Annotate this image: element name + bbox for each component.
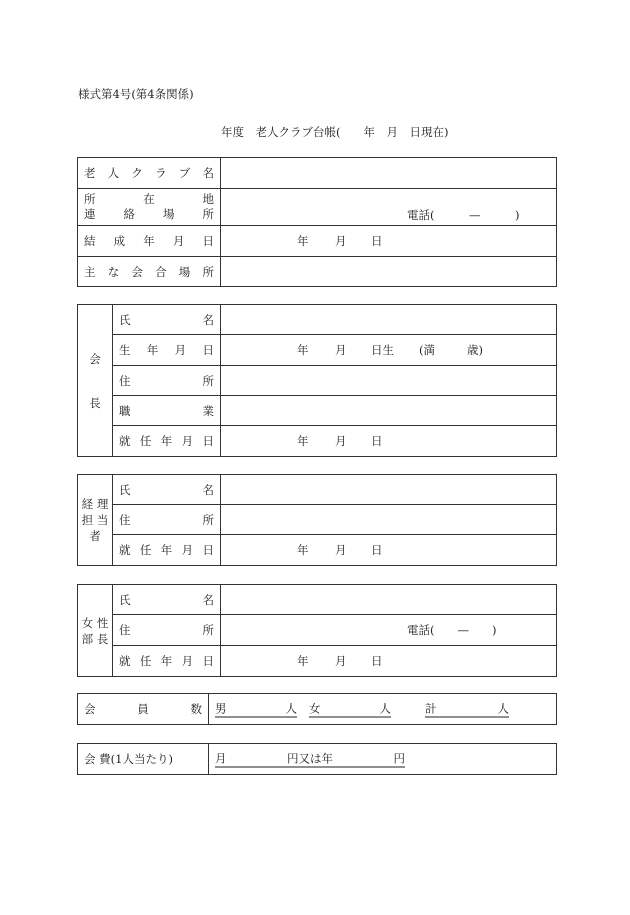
label-char: 員 xyxy=(137,702,149,716)
label-char: 成 xyxy=(113,234,126,248)
members-female: 女 人 xyxy=(309,701,391,716)
label-char: 業 xyxy=(202,403,214,418)
pres-appointed-month: 月 xyxy=(335,434,347,448)
age-close: 歳) xyxy=(467,343,483,357)
president-name-field[interactable] xyxy=(221,305,557,335)
president-table xyxy=(77,304,557,457)
label-char: 場 xyxy=(163,207,175,221)
group-label-char: 長 xyxy=(89,395,101,410)
label-char: 所 xyxy=(202,623,214,637)
pres-appointed-year: 年 xyxy=(297,434,309,448)
label-char: ブ xyxy=(178,166,191,180)
treas-appointed-day: 日 xyxy=(371,543,383,557)
label-char: 住 xyxy=(119,623,131,637)
fee-amount: 月 円又は年 円 xyxy=(215,751,405,766)
label-char: 月 xyxy=(181,654,194,668)
fee-table xyxy=(77,743,557,775)
founded-year: 年 xyxy=(297,234,309,248)
women-appointed-month: 月 xyxy=(335,654,347,668)
label-char: 合 xyxy=(155,264,167,279)
pres-appointed-day: 日 xyxy=(371,434,383,448)
label-char: 日 xyxy=(202,434,214,448)
founded-day: 日 xyxy=(371,234,383,248)
president-group-label xyxy=(78,305,113,457)
label-char: 所 xyxy=(84,192,96,206)
president-address-field[interactable] xyxy=(221,366,557,396)
group-label-line: 部 長 xyxy=(81,631,109,646)
label-char: 所 xyxy=(202,373,214,388)
label-char: 氏 xyxy=(119,312,131,327)
women-table xyxy=(77,584,557,677)
label-char: 名 xyxy=(202,482,214,497)
birth-month: 月 xyxy=(335,343,347,357)
label-char: 月 xyxy=(172,234,185,248)
label-char: 任 xyxy=(139,654,152,668)
treas-appointed-month: 月 xyxy=(335,543,347,557)
label-char: 人 xyxy=(107,166,120,180)
president-appointed-label xyxy=(113,426,221,457)
women-appointed-day: 日 xyxy=(371,654,383,668)
members-table xyxy=(77,693,557,725)
women-name-field[interactable] xyxy=(221,585,557,615)
treasurer-group-label xyxy=(78,475,113,566)
label-char: 老 xyxy=(84,166,96,180)
label-char: 日 xyxy=(202,234,214,248)
label-char: 絡 xyxy=(123,207,135,221)
treasurer-address-field[interactable] xyxy=(221,505,557,535)
treas-appointed-year: 年 xyxy=(297,543,309,557)
label-char: 在 xyxy=(143,192,155,206)
label-char: 所 xyxy=(202,512,214,527)
members-field[interactable] xyxy=(209,694,557,725)
birth-day: 日生 xyxy=(371,343,394,357)
label-char: 所 xyxy=(202,207,214,221)
label-char: 就 xyxy=(119,543,131,557)
president-address-label xyxy=(113,366,221,396)
label-char: 月 xyxy=(181,434,194,448)
label-char: 数 xyxy=(190,702,202,716)
label-char: 名 xyxy=(202,312,214,327)
label-char: 地 xyxy=(202,192,214,206)
women-appointed-year: 年 xyxy=(297,654,309,668)
women-name-label xyxy=(113,585,221,615)
label-char: 主 xyxy=(84,264,96,279)
label-char: ク xyxy=(131,166,143,180)
treasurer-name-field[interactable] xyxy=(221,475,557,505)
label-char: 連 xyxy=(84,207,96,221)
label-char: 月 xyxy=(174,343,187,357)
women-appointed-label xyxy=(113,646,221,677)
club-table xyxy=(77,157,557,287)
women-group-label xyxy=(78,585,113,677)
label-char: 日 xyxy=(202,343,214,357)
founded-label xyxy=(78,226,221,257)
label-char: 任 xyxy=(139,543,152,557)
label-char: 名 xyxy=(202,166,214,180)
president-name-label xyxy=(113,305,221,335)
founded-field[interactable] xyxy=(221,226,557,257)
label-char: 会 xyxy=(131,264,143,279)
label-char: 月 xyxy=(181,543,194,557)
president-appointed-field[interactable] xyxy=(221,426,557,457)
president-birth-label xyxy=(113,335,221,366)
president-birth-field[interactable] xyxy=(221,335,557,366)
label-char: ラ xyxy=(155,166,167,180)
label-char: 年 xyxy=(160,654,173,668)
label-char: 年 xyxy=(160,543,173,557)
label-char: 就 xyxy=(119,654,131,668)
women-address-field[interactable] xyxy=(221,615,557,646)
members-male: 男 人 xyxy=(215,701,297,716)
label-char: 所 xyxy=(202,264,214,279)
treasurer-appointed-label xyxy=(113,535,221,566)
label-char: 任 xyxy=(139,434,152,448)
club-name-field[interactable] xyxy=(221,158,557,189)
group-label-line: 者 xyxy=(89,529,101,543)
label-char: 氏 xyxy=(119,482,131,497)
group-label-line: 女 性 xyxy=(81,615,109,630)
label-char: 名 xyxy=(202,592,214,607)
fee-label: 会 費(1人当たり) xyxy=(78,744,209,775)
age-open: (満 xyxy=(419,343,435,357)
label-char: 会 xyxy=(84,702,96,716)
form-number: 様式第4号(第4条関係) xyxy=(78,87,194,101)
label-char: 職 xyxy=(119,403,131,418)
label-char: な xyxy=(107,264,120,279)
women-phone-text: 電話( — ) xyxy=(407,623,497,637)
women-appointed-field[interactable] xyxy=(221,646,557,677)
label-char: 年 xyxy=(160,434,173,448)
page-title: 年度 老人クラブ台帳( 年 月 日現在) xyxy=(221,125,449,139)
members-label xyxy=(78,694,209,725)
club-address-label xyxy=(78,189,221,226)
venue-label xyxy=(78,257,221,287)
label-char: 年 xyxy=(143,234,155,248)
group-label-char: 会 xyxy=(89,351,101,366)
label-char: 生 xyxy=(119,343,131,357)
treasurer-name-label xyxy=(113,475,221,505)
club-phone-text: 電話( — ) xyxy=(407,208,520,222)
label-char: 住 xyxy=(119,512,131,527)
venue-field[interactable] xyxy=(221,257,557,287)
club-name-label xyxy=(78,158,221,189)
label-char: 日 xyxy=(202,543,214,557)
label-char: 結 xyxy=(84,234,96,248)
label-char: 氏 xyxy=(119,592,131,607)
label-char: 住 xyxy=(119,373,131,388)
fee-field[interactable] xyxy=(209,744,557,775)
group-label-line: 経 理 xyxy=(81,497,109,511)
label-char: 年 xyxy=(146,343,159,357)
treasurer-appointed-field[interactable] xyxy=(221,535,557,566)
club-address-field[interactable] xyxy=(221,189,557,226)
label-char: 場 xyxy=(178,264,191,279)
president-job-field[interactable] xyxy=(221,396,557,426)
group-label-line: 担 当 xyxy=(81,513,109,527)
women-address-label xyxy=(113,615,221,646)
president-job-label xyxy=(113,396,221,426)
birth-year: 年 xyxy=(297,343,309,357)
members-total: 計 人 xyxy=(425,701,509,716)
label-char: 就 xyxy=(119,434,131,448)
treasurer-address-label xyxy=(113,505,221,535)
treasurer-table xyxy=(77,474,557,566)
label-char: 日 xyxy=(202,654,214,668)
founded-month: 月 xyxy=(335,234,347,248)
